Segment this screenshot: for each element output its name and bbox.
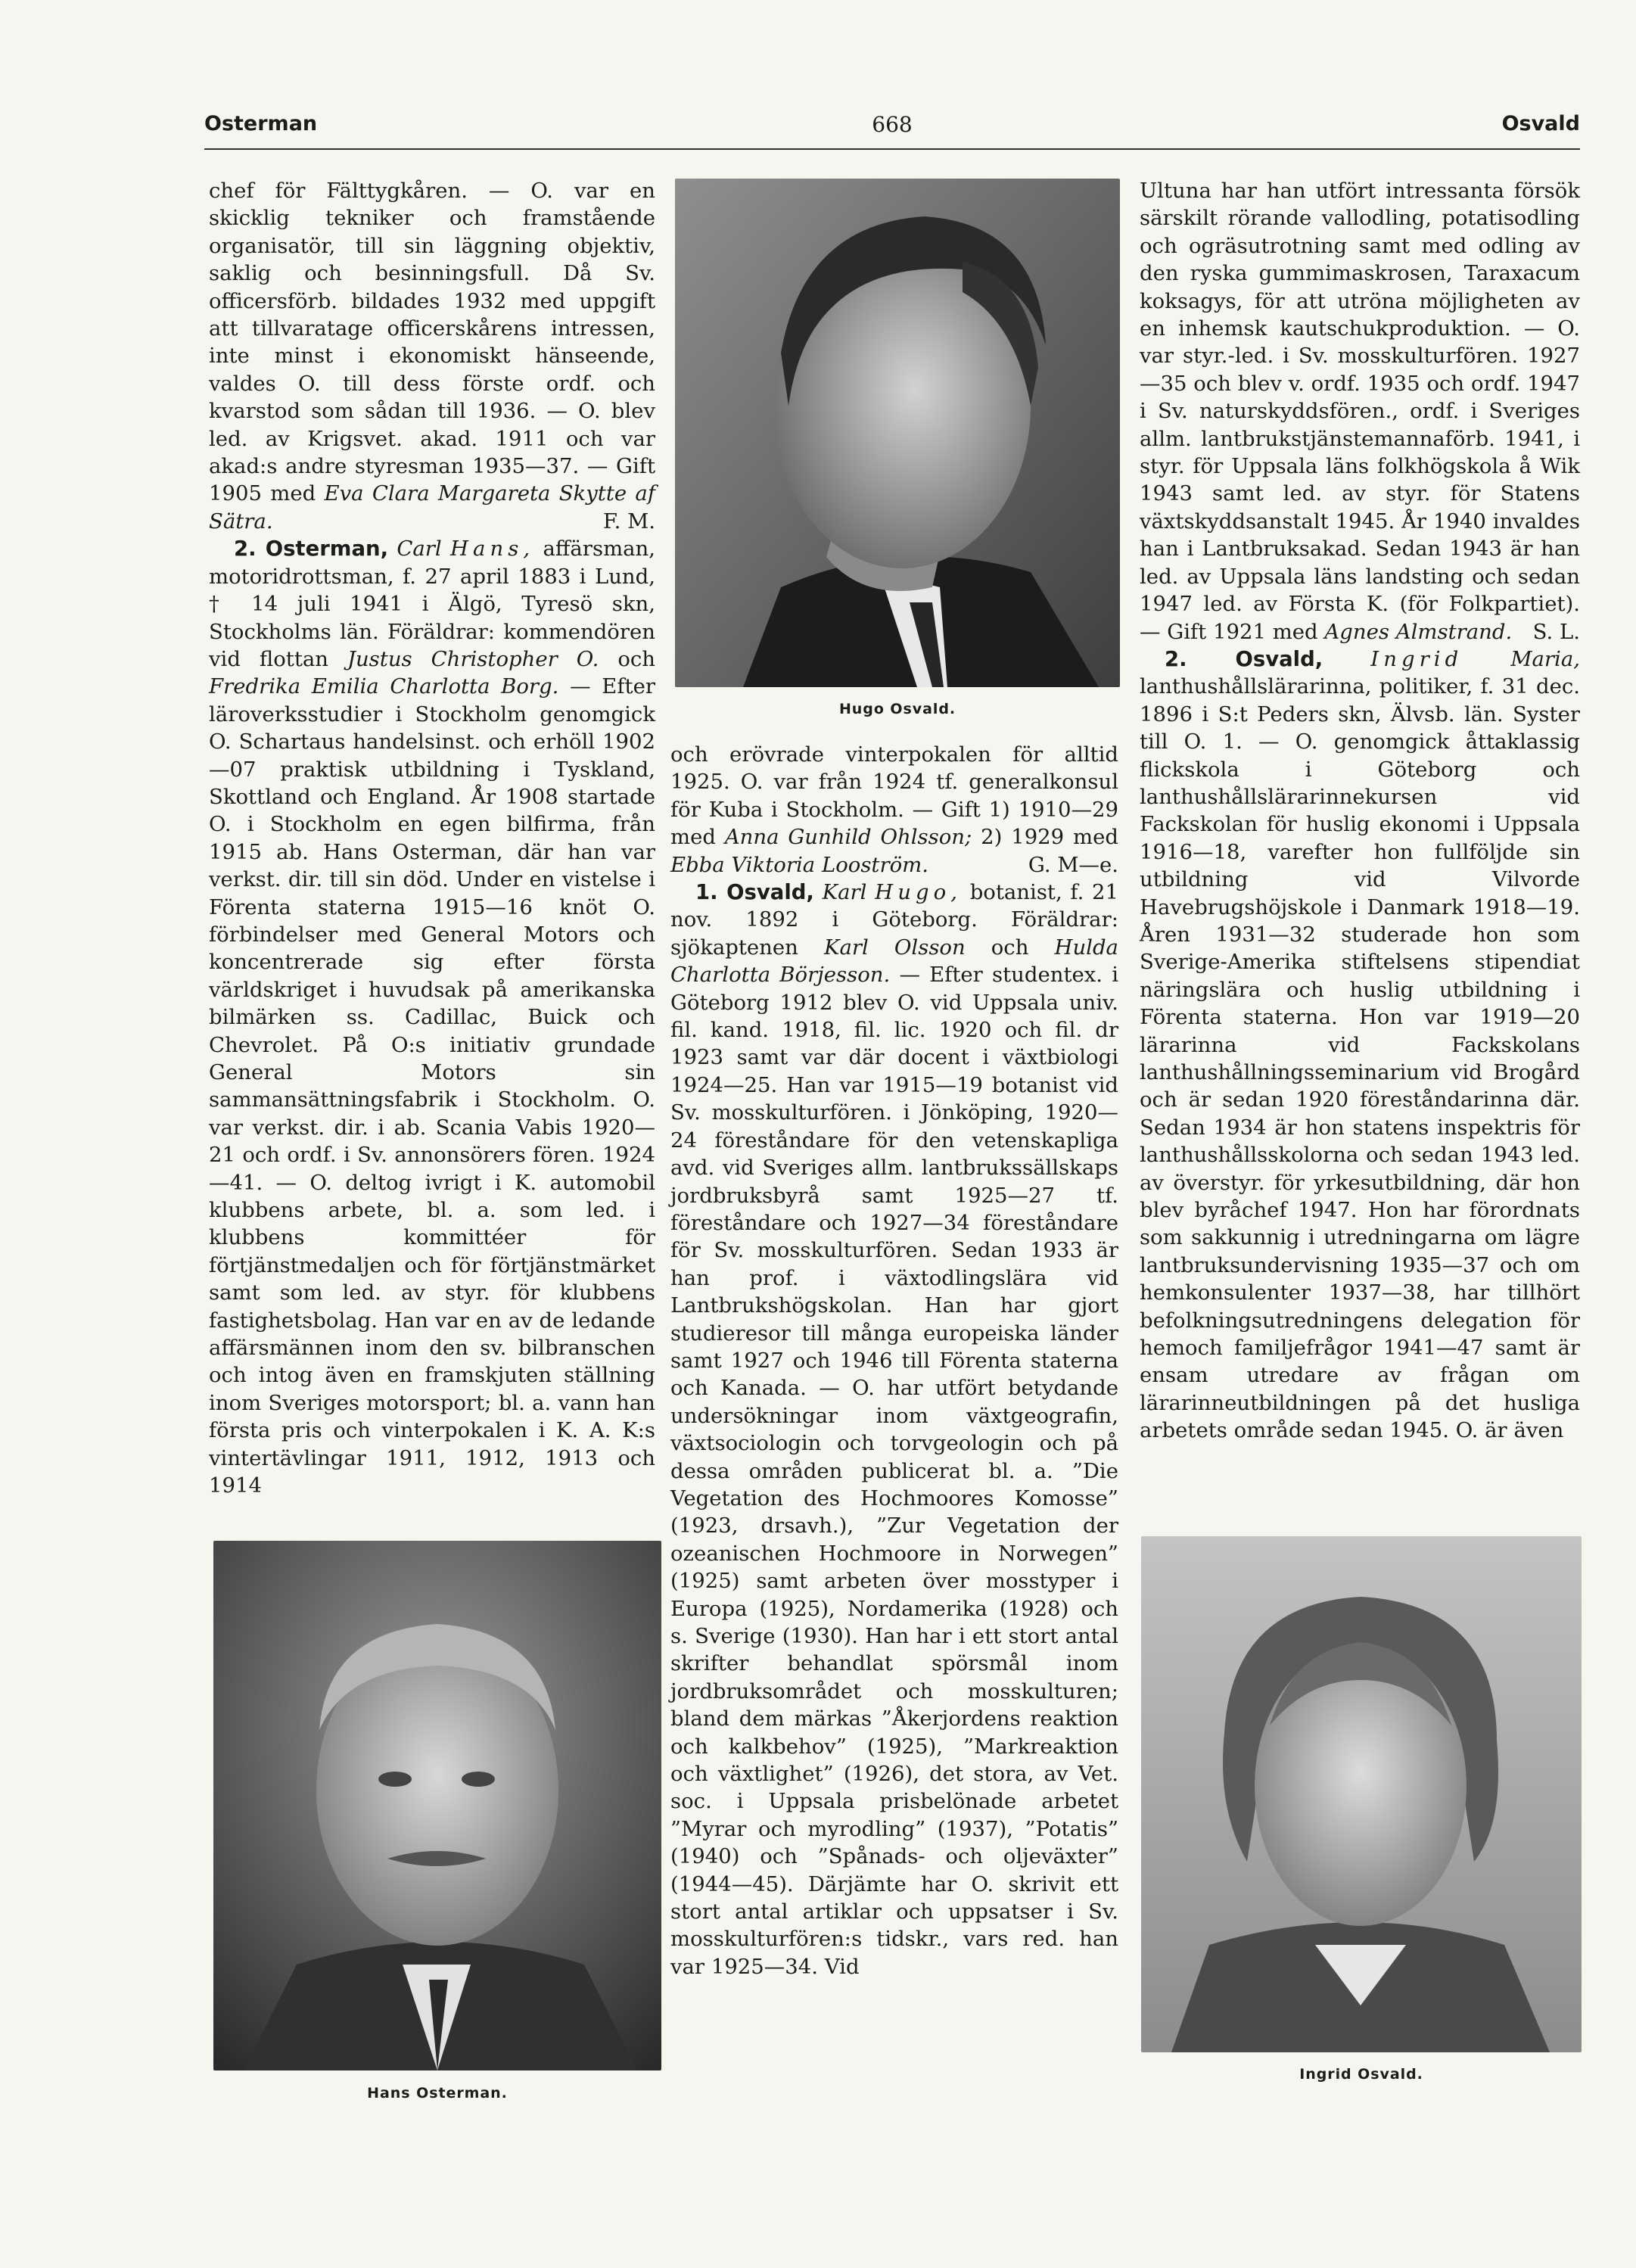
caption-hans-osterman: Hans Osterman. <box>367 2085 508 2102</box>
column-right <box>1140 177 1580 1445</box>
entry-continuation: och erövrade vinterpokalen för alltid 1925. O. var från 1924 tf. generalkonsul för Kuba i Stockholm. — Gift 1) 1910—29 med Anna Gunhild Ohlsson; 2) 1929 med Ebba Viktoria Looström. G. M—e. <box>670 741 1118 879</box>
header-right-keyword: Osvald <box>1501 112 1580 135</box>
author-signature: S. L. <box>1532 619 1580 644</box>
header-rule <box>204 148 1580 150</box>
column-middle <box>670 741 1118 1980</box>
entry-continuation: chef för Fälttygkåren. — O. var en skicklig tekniker och framstående organisatör, till sin läggning objektiv, saklig och besinningsfull. Då Sv. officersförb. bildades 1932 med uppgift att tillvaratage officerskårens intressen, inte minst i ekonomiskt hänseende, valdes O. till dess förste ordf. och kvarstod som sådan till 1936. — O. blev led. av Krigsvet. akad. 1911 och var akad:s andre styresman 1935—37. — Gift 1905 med Eva Clara Margareta Skytte af Sätra. F. M. <box>209 177 655 535</box>
caption-hugo-osvald: Hugo Osvald. <box>838 701 956 717</box>
entry-hans-osterman: 2. Osterman, Carl Hans, affärsman, motoridrottsman, f. 27 april 1883 i Lund, † 14 juli 1941 i Älgö, Tyresö skn, Stockholms län. Föräldrar: kommendören vid flottan Justus Christopher O. och Fredrika Emilia Charlotta Borg. — Efter läroverksstudier i Stockholm genomgick O. Schartaus handelsinst. och erhöll 1902—07 praktisk utbildning i Tyskland, Skottland och England. År 1908 startade O. i Stockholm en egen bilfirma, från 1915 ab. Hans Osterman, där han var verkst. dir. till sin död. Under en vistelse i Förenta staterna 1915—16 knöt O. förbindelser med General Motors och koncentrerade sig efter första världskriget i huvudsak på amerikanska bilmärken ss. Cadillac, Buick och Chevrolet. På O:s initiativ grundade General Motors sin sammansättningsfabrik i Stockholm. O. var verkst. dir. i ab. Scania Vabis 1920—21 och ordf. i Sv. annonsörers fören. 1924—41. — O. deltog ivrigt i K. automobil klubbens arbete, bl. a. som led. i klubbens kommittéer för förtjänstmedaljen och för förtjänstmärket samt som led. av styr. för klubbens fastighetsbolag. Han var en av de ledande affärsmännen inom den sv. bilbranschen och intog även en framskjuten ställning inom Sveriges motorsport; bl. a. vann han första pris och vinterpokalen i K. A. K:s vintertävlingar 1911, 1912, 1913 och 1914 <box>209 537 655 1498</box>
entry-headword: 1. Osvald, <box>695 880 814 905</box>
header-left-keyword: Osterman <box>204 112 318 135</box>
entry-continuation: Ultuna har han utfört intressanta försök särskilt rörande vallodling, potatisodling och ogräsutrotning samt med odling av den ryska gummimaskrosen, Taraxacum koksagys, för att utröna möjligheten av en inhemsk kautschukproduktion. — O. var styr.-led. i Sv. mosskulturfören. 1927—35 och blev v. ordf. 1935 och ordf. 1947 i Sv. naturskyddsfören., ordf. i Sveriges allm. lantbrukstjänstemannaförb. 1941, i styr. för Uppsala läns folkhögskola å Wik 1943 samt led. av styr. för Statens växtskyddsanstalt 1945. År 1940 invaldes han i Lantbruksakad. Sedan 1943 är han led. av Uppsala läns landsting och sedan 1947 led. av Första K. (för Folkpartiet). — Gift 1921 med Agnes Almstrand. S. L. <box>1140 177 1580 646</box>
caption-ingrid-osvald: Ingrid Osvald. <box>1299 2066 1423 2083</box>
author-signature: F. M. <box>602 509 655 534</box>
author-signature: G. M—e. <box>1028 852 1118 877</box>
page-number: 668 <box>872 112 913 137</box>
portrait-hugo-osvald <box>675 179 1120 687</box>
column-left <box>209 177 655 1500</box>
page-header <box>204 112 1580 150</box>
entry-ingrid-osvald: 2. Osvald, Ingrid Maria, lanthushållslärarinna, politiker, f. 31 dec. 1896 i S:t Peders skn, Älvsb. län. Syster till O. 1. — O. genomgick åttaklassig flickskola i Göteborg och lanthushållslärarinnekursen vid Fackskolan för huslig ekonomi i Uppsala 1916—18, varefter hon fullföljde sin utbildning vid Vilvorde Havebrugshöjskole i Danmark 1918—19. Åren 1931—32 studerade hon som Sverige-Amerika stiftelsens stipendiat näringslära och huslig utbildning i Förenta staterna. Hon var 1919—20 lärarinna vid Fackskolans lanthushållningsseminarium vid Brogård och är sedan 1920 föreståndarinna där. Sedan 1934 är hon statens inspektris för lanthushållsskolorna och sedan 1943 led. av överstyr. för yrkesutbildning, där hon blev byråchef 1947. Hon har förordnats som sakkunnig i utredningarna om lägre lantbruksundervisning 1935—37 och om hemkonsulenter 1937—38, har tillhört befolkningsutredningens delegation för hemoch familjefrågor 1941—47 samt är ensam utredare av frågan om lärarinneutbildningen på det husliga arbetets område sedan 1945. O. är även <box>1140 646 1580 1443</box>
portrait-hans-osterman <box>213 1541 661 2070</box>
entry-headword: 2. Osterman, <box>234 537 389 562</box>
portrait-ingrid-osvald <box>1141 1536 1582 2052</box>
entry-hugo-osvald: 1. Osvald, Karl Hugo, botanist, f. 21 nov. 1892 i Göteborg. Föräldrar: sjökaptenen Karl Olsson och Hulda Charlotta Börjesson. — Efter studentex. i Göteborg 1912 blev O. vid Uppsala univ. fil. kand. 1918, fil. lic. 1920 och fil. dr 1923 samt var där docent i växtbiologi 1924—25. Han var 1915—19 botanist vid Sv. mosskulturfören. i Jönköping, 1920—24 föreståndare för den vetenskapliga avd. vid Sveriges allm. lantbrukssällskaps jordbruksbyrå samt 1925—27 tf. föreståndare och 1927—34 föreståndare för Sv. mosskulturfören. Sedan 1933 är han prof. i växtodlingslära vid Lantbrukshögskolan. Han har gjort studieresor till många europeiska länder samt 1927 och 1946 till Förenta staterna och Kanada. — O. har utfört betydande undersökningar inom växtgeografin, växtsociologin och torvgeologin och på dessa områden publicerat bl. a. ”Die Vegetation des Hochmoores Komosse” (1923, drsavh.), ”Zur Vegetation der ozeanischen Hochmoore in Norwegen” (1925) samt arbeten över mosstyper i Europa (1925), Nordamerika (1928) och s. Sverige (1930). Han har i ett stort antal skrifter behandlat spörsmål inom jordbruksområdet och mosskulturen; bland dem märkas ”Åkerjordens reaktion och kalkbehov” (1925), ”Markreaktion och växtlighet” (1926), det stora, av Vet. soc. i Uppsala prisbelönade arbetet ”Myrar och myrodling” (1937), ”Potatis” (1940) och ”Spånads- och oljeväxter” (1944—45). Därjämte har O. skrivit ett stort antal artiklar och uppsatser i Sv. mosskulturfören:s tidskr., vars red. han var 1925—34. Vid <box>670 880 1119 1979</box>
entry-headword: 2. Osvald, <box>1165 646 1323 671</box>
